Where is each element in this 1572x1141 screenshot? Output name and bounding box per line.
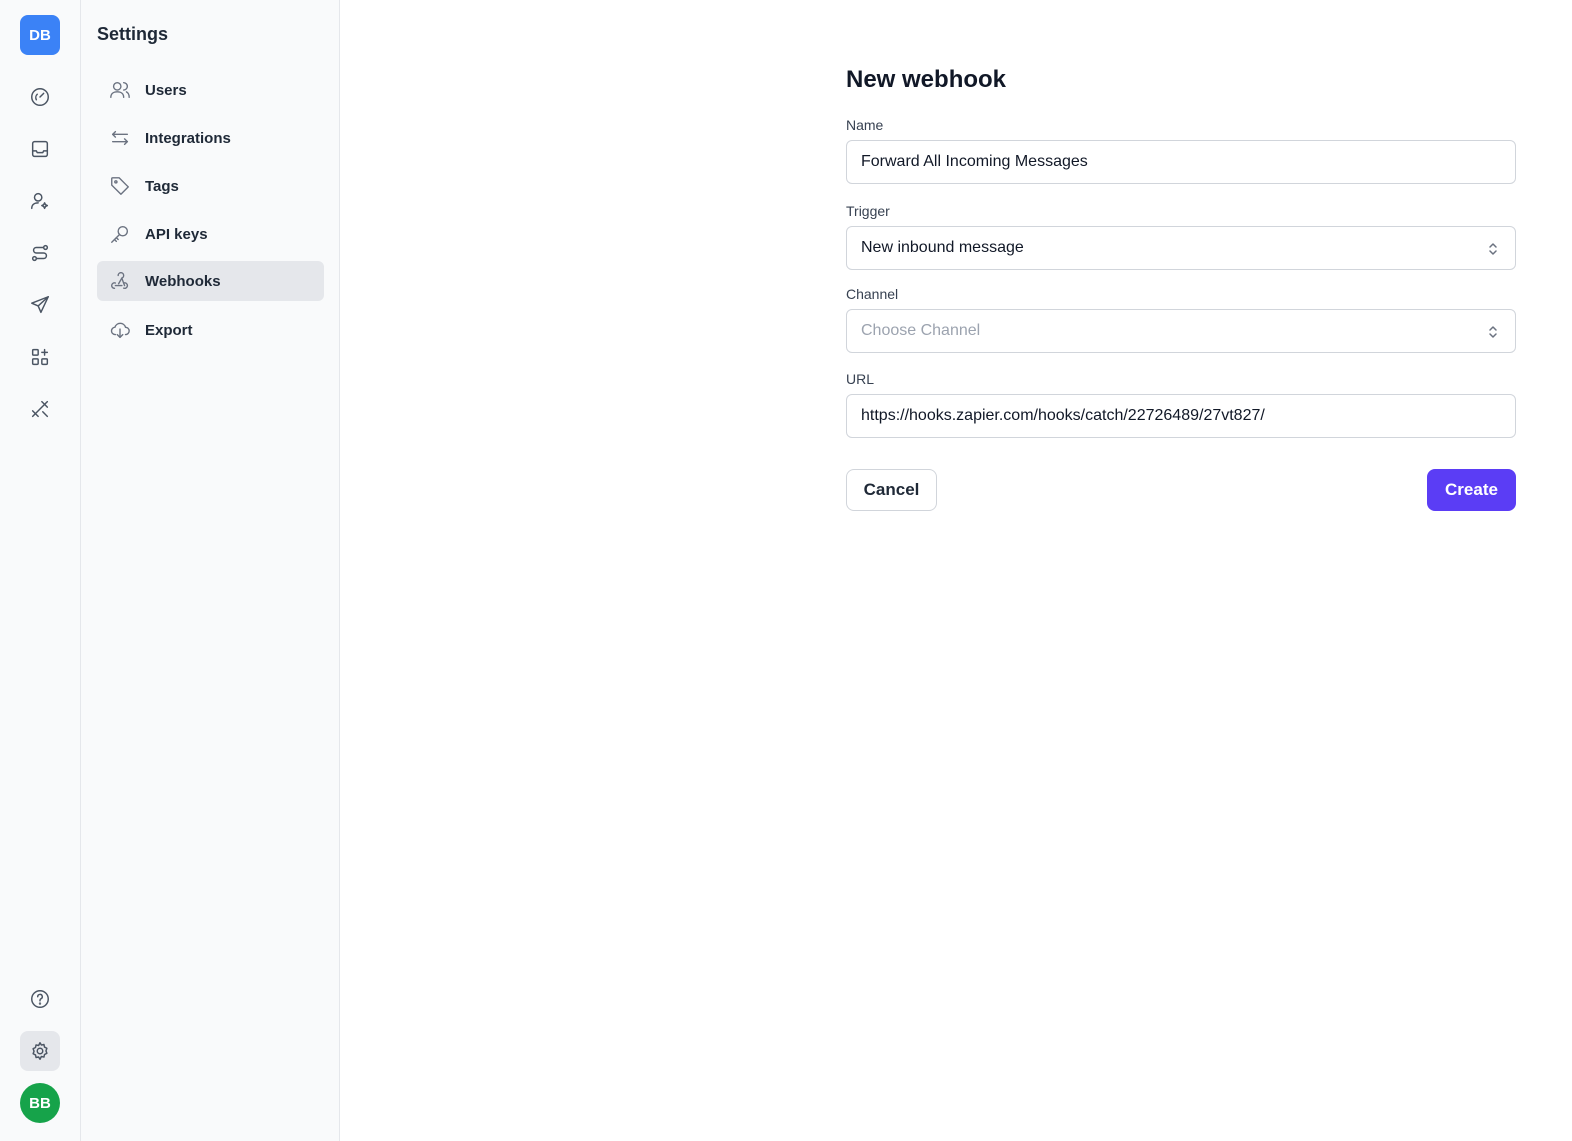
url-input[interactable]	[861, 407, 1515, 425]
contacts-icon[interactable]	[20, 181, 60, 221]
campaigns-icon[interactable]	[20, 285, 60, 325]
settings-item-label: Export	[145, 321, 193, 339]
icon-rail	[0, 0, 81, 1141]
settings-sidebar	[81, 0, 340, 1141]
settings-item-export[interactable]	[97, 310, 324, 350]
channel-label: Channel	[846, 286, 899, 302]
settings-icon[interactable]	[20, 1031, 60, 1071]
settings-item-label: Webhooks	[145, 272, 221, 290]
tools-icon[interactable]	[20, 389, 60, 429]
settings-item-tags[interactable]	[97, 166, 324, 206]
name-input[interactable]	[861, 153, 1515, 171]
settings-item-webhooks[interactable]	[97, 261, 324, 301]
users-icon	[109, 79, 131, 101]
inbox-icon[interactable]	[20, 129, 60, 169]
settings-item-label: Users	[145, 81, 187, 99]
settings-item-label: Tags	[145, 177, 179, 195]
user-avatar[interactable]: BB	[20, 1083, 60, 1123]
url-label: URL	[846, 371, 875, 387]
tag-icon	[109, 175, 131, 197]
settings-item-users[interactable]	[97, 70, 324, 110]
chevron-up-down-icon	[1485, 240, 1501, 258]
page-title: New webhook	[846, 66, 1007, 93]
help-icon[interactable]	[20, 979, 60, 1019]
workspace-badge[interactable]: DB	[20, 15, 60, 55]
cancel-button[interactable]: Cancel	[846, 469, 937, 511]
trigger-selected-value: New inbound message	[861, 239, 1024, 256]
trigger-select[interactable]	[846, 226, 1516, 270]
create-button[interactable]: Create	[1427, 469, 1516, 511]
trigger-label: Trigger	[846, 203, 890, 219]
url-field[interactable]	[846, 394, 1516, 438]
dashboard-icon[interactable]	[20, 77, 60, 117]
settings-item-integrations[interactable]	[97, 118, 324, 158]
integrations-icon	[109, 127, 131, 149]
apps-icon[interactable]	[20, 337, 60, 377]
settings-item-label: API keys	[145, 225, 208, 243]
workflows-icon[interactable]	[20, 233, 60, 273]
channel-placeholder: Choose Channel	[861, 322, 981, 339]
key-icon	[109, 223, 131, 245]
cloud-download-icon	[109, 319, 131, 341]
name-label: Name	[846, 117, 884, 133]
settings-item-api-keys[interactable]	[97, 214, 324, 254]
chevron-up-down-icon	[1485, 323, 1501, 341]
settings-item-label: Integrations	[145, 129, 231, 147]
settings-title: Settings	[97, 24, 169, 44]
webhook-icon	[109, 270, 131, 292]
channel-select[interactable]	[846, 309, 1516, 353]
name-field[interactable]	[846, 140, 1516, 184]
